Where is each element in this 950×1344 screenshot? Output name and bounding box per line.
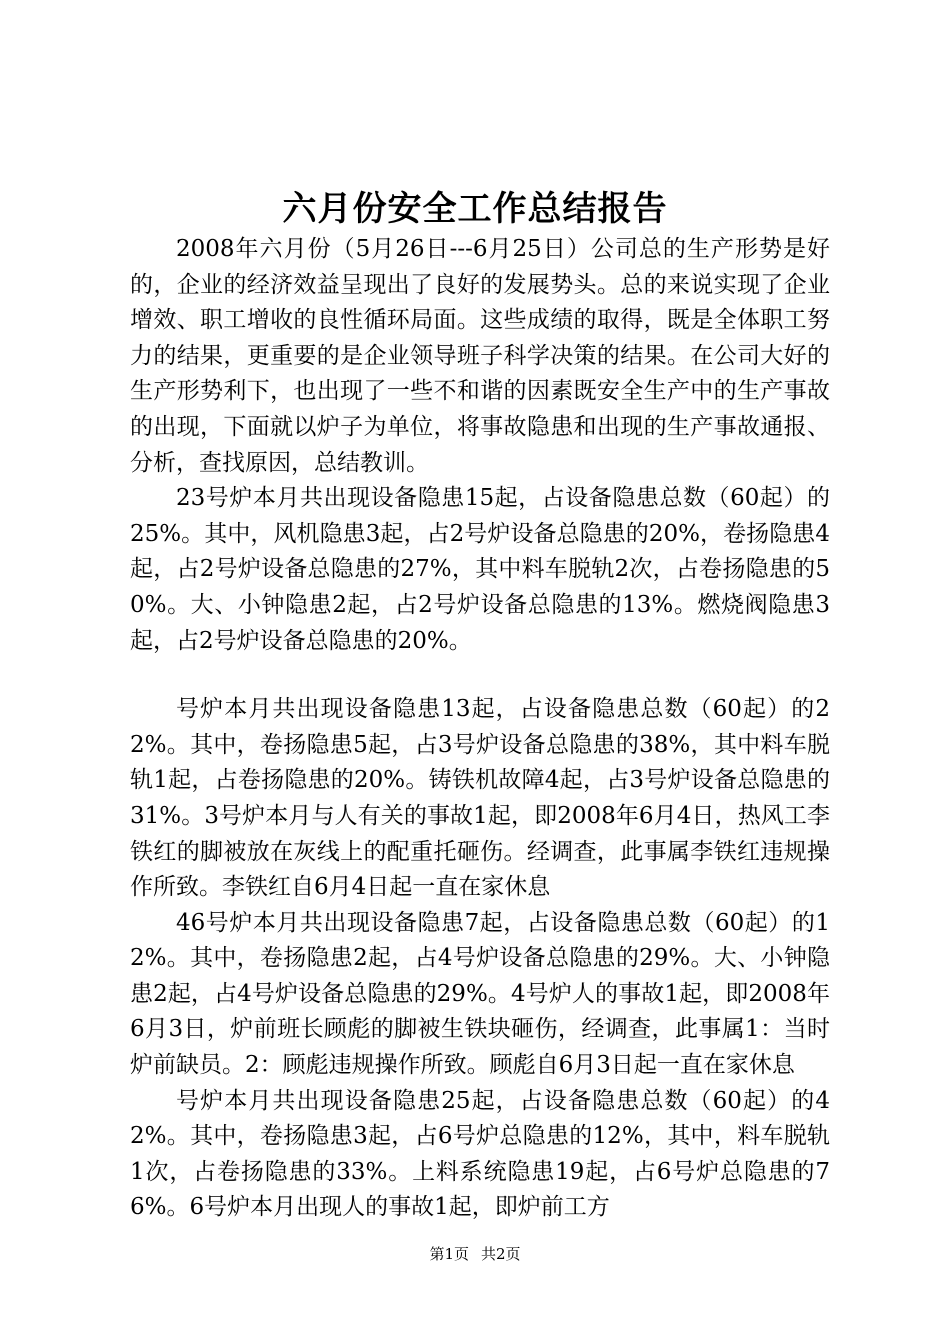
paragraph-furnace-46: 46号炉本月共出现设备隐患7起，占设备隐患总数（60起）的12%。其中，卷扬隐患2起，占4号炉设备总隐患的29%。大、小钟隐患2起，占4号炉设备总隐患的29%。4号炉人的事故1起，即2008年6月3日，炉前班长顾彪的脚被生铁块砸伤，经调查，此事属1：当时炉前缺员。2：顾彪违规操作所致。顾彪自6月3日起一直在家休息 xyxy=(130,909,830,1079)
paragraph-furnace-6: 号炉本月共出现设备隐患25起，占设备隐患总数（60起）的42%。其中，卷扬隐患3起，占6号炉总隐患的12%，其中，料车脱轨1次，占卷扬隐患的33%。上料系统隐患19起，占6号炉总隐患的76%。6号炉本月出现人的事故1起，即炉前工方 xyxy=(130,1087,830,1221)
paragraph-furnace-3: 号炉本月共出现设备隐患13起，占设备隐患总数（60起）的22%。其中，卷扬隐患5起，占3号炉设备总隐患的38%，其中料车脱轨1起，占卷扬隐患的20%。铸铁机故障4起，占3号炉设备总隐患的31%。3号炉本月与人有关的事故1起，即2008年6月4日，热风工李铁红的脚被放在灰线上的配重托砸伤。经调查，此事属李铁红违规操作所致。李铁红自6月4日起一直在家休息 xyxy=(130,696,830,901)
paragraph-furnace-23: 23号炉本月共出现设备隐患15起，占设备隐患总数（60起）的25%。其中，风机隐患3起，占2号炉设备总隐患的20%，卷扬隐患4起，占2号炉设备总隐患的27%，其中料车脱轨2次，占卷扬隐患的50%。大、小钟隐患2起，占2号炉设备总隐患的13%。燃烧阀隐患3起，占2号炉设备总隐患的20%。 xyxy=(130,485,830,654)
page-footer xyxy=(0,1244,950,1264)
page-number: 第1页 xyxy=(429,1245,469,1263)
page-total: 共2页 xyxy=(481,1245,521,1263)
paragraph-intro: 2008年六月份（5月26日---6月25日）公司总的生产形势是好的，企业的经济效益呈现出了良好的发展势头。总的来说实现了企业增效、职工增收的良性循环局面。这些成绩的取得，既是全体职工努力的结果，更重要的是企业领导班子科学决策的结果。在公司大好的生产形势利下，也出现了一些不和谐的因素既安全生产中的生产事故的出现，下面就以炉子为单位，将事故隐患和出现的生产事故通报、分析，查找原因，总结教训。 xyxy=(130,236,830,476)
document-body xyxy=(130,232,830,1226)
document-title: 六月份安全工作总结报告 xyxy=(282,189,668,229)
